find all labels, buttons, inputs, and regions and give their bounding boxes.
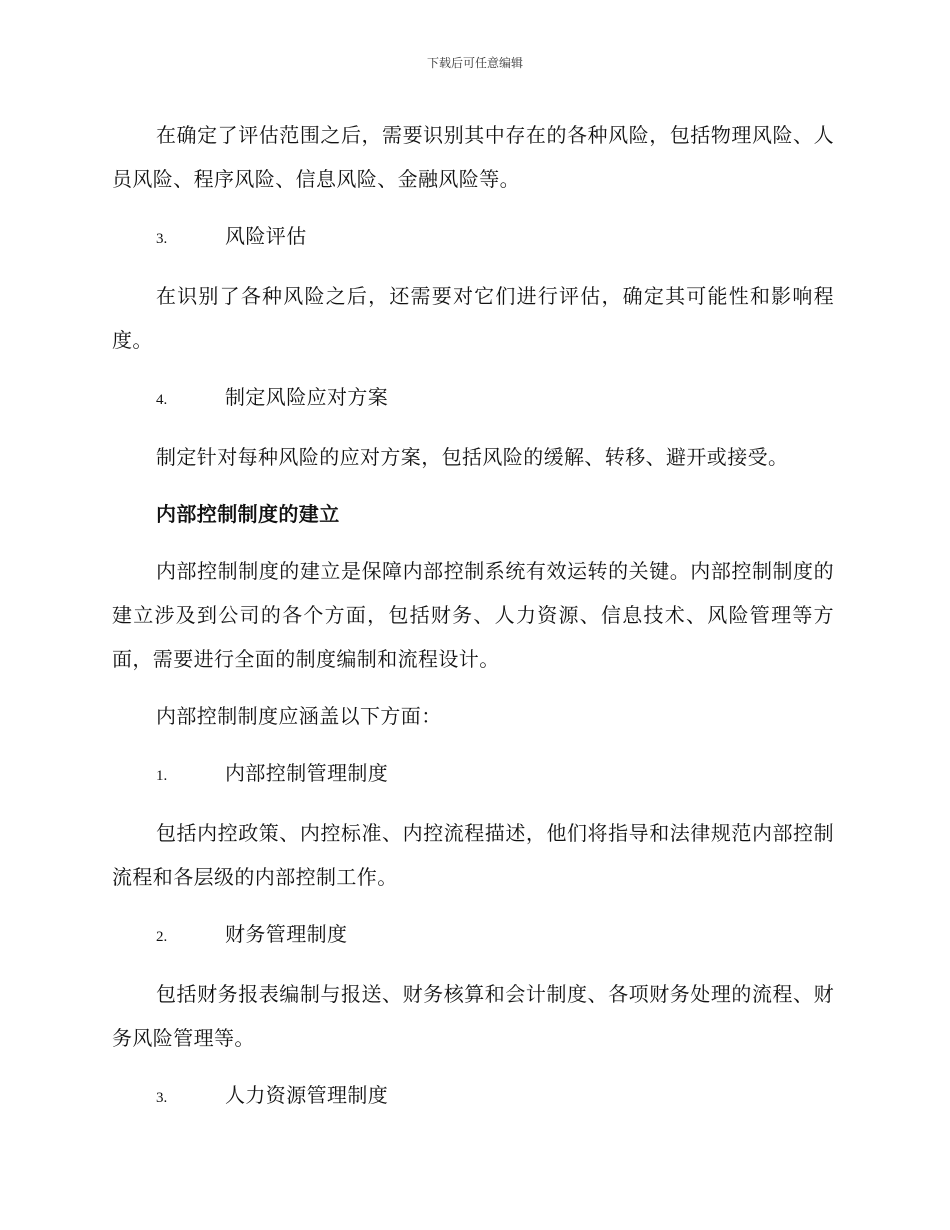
list-number: 3. (156, 231, 168, 247)
list-number: 1. (156, 768, 168, 784)
paragraph: 内部控制制度的建立是保障内部控制系统有效运转的关键。内部控制制度的建立涉及到公司的各个方面，包括财务、人力资源、信息技术、风险管理等方面，需要进行全面的制度编制和流程设计。 (112, 559, 834, 671)
numbered-list-item (112, 751, 834, 798)
list-number: 3. (156, 1090, 168, 1106)
list-number: 4. (156, 392, 168, 408)
list-item-text: 财务管理制度 (225, 922, 348, 946)
document-body (112, 113, 834, 1133)
paragraph: 包括财务报表编制与报送、财务核算和会计制度、各项财务处理的流程、财务风险管理等。 (112, 982, 834, 1050)
section-heading: 内部控制制度的建立 (156, 502, 340, 526)
paragraph: 在确定了评估范围之后，需要识别其中存在的各种风险，包括物理风险、人员风险、程序风险、信息风险、金融风险等。 (112, 123, 834, 191)
numbered-list-item (112, 375, 834, 422)
list-item-text: 风险评估 (225, 224, 307, 248)
paragraph: 内部控制制度应涵盖以下方面： (156, 704, 442, 728)
paragraph: 包括内控政策、内控标准、内控流程描述，他们将指导和法律规范内部控制流程和各层级的内部控制工作。 (112, 821, 834, 889)
list-item-text: 制定风险应对方案 (225, 385, 389, 409)
list-number: 2. (156, 929, 168, 945)
page-header: 下载后可任意编辑 (426, 56, 523, 70)
numbered-list-item (112, 214, 834, 261)
paragraph: 在识别了各种风险之后，还需要对它们进行评估，确定其可能性和影响程度。 (112, 284, 834, 352)
list-item-text: 人力资源管理制度 (225, 1083, 389, 1107)
numbered-list-item (112, 912, 834, 959)
numbered-list-item (112, 1073, 834, 1120)
list-item-text: 内部控制管理制度 (225, 761, 389, 785)
paragraph: 制定针对每种风险的应对方案，包括风险的缓解、转移、避开或接受。 (156, 445, 789, 469)
